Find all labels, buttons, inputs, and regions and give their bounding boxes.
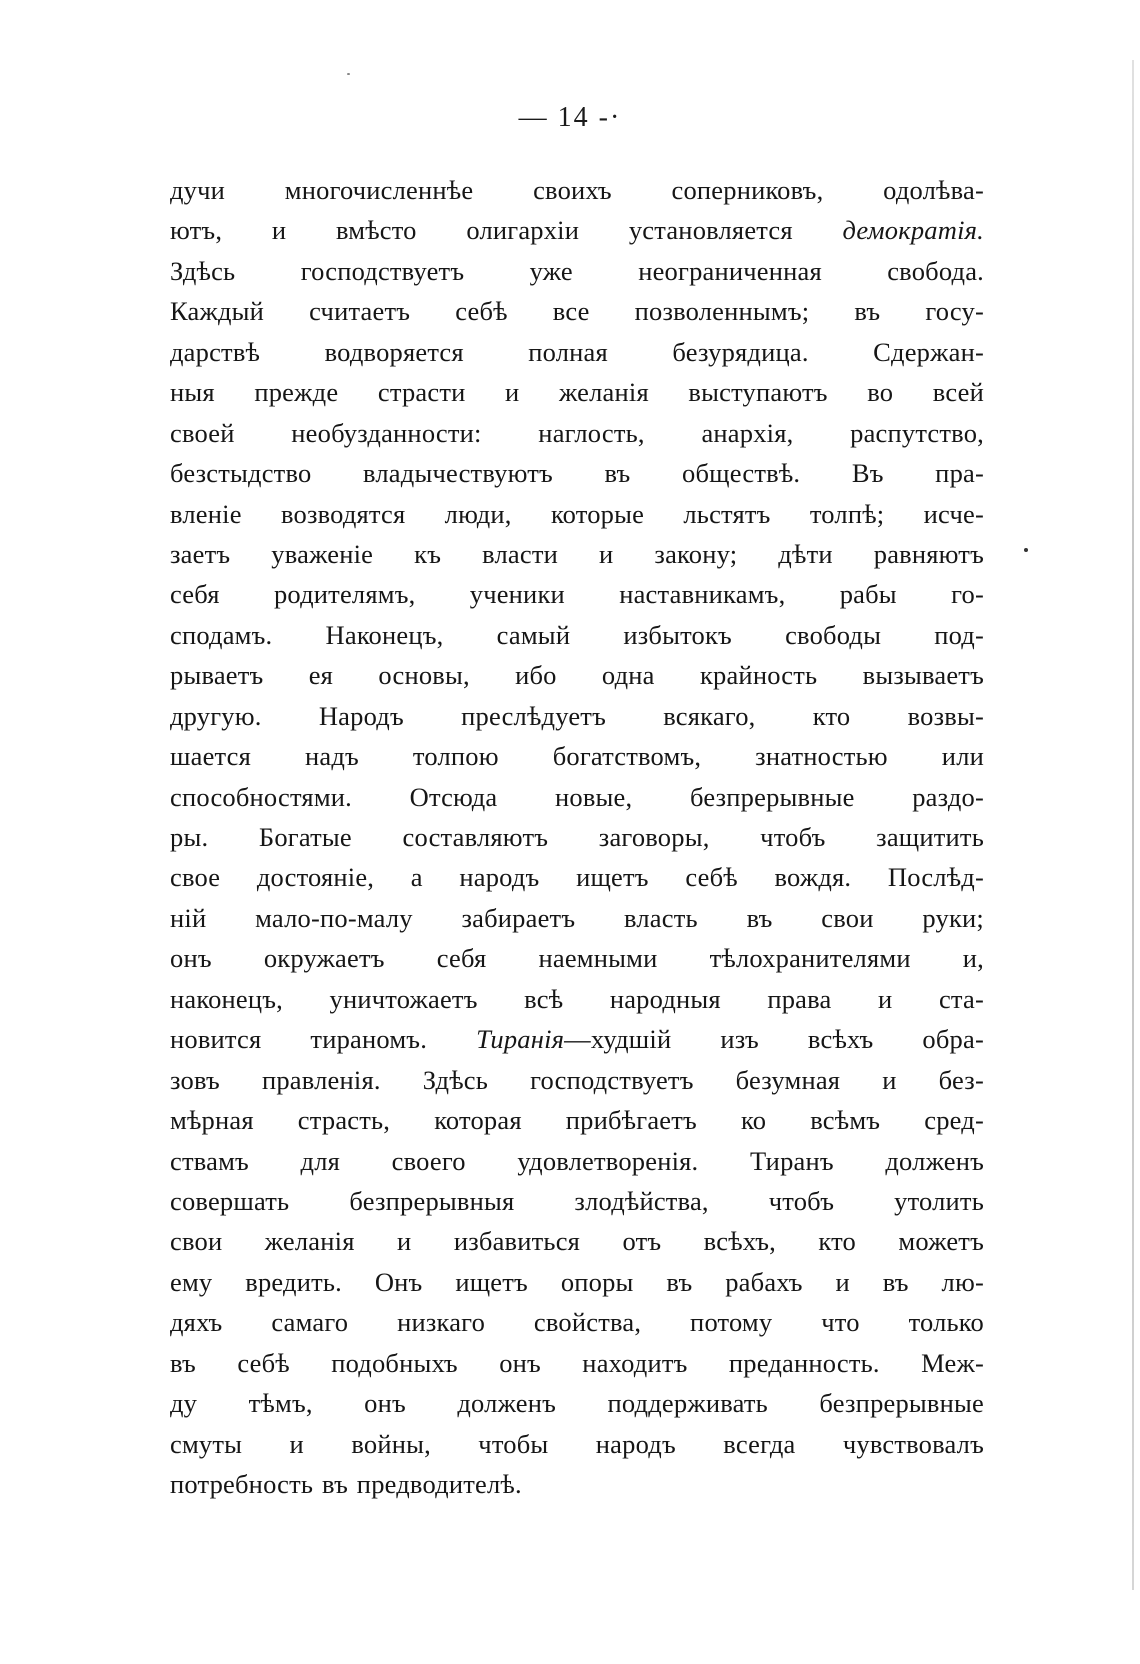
text-line-2-main: ютъ, и вмѣсто олигархіи установляется [170,215,843,246]
text-line-25: ствамъ для своего удовлетворенія. Тиранъ долженъ [170,1145,984,1176]
text-line-22-main: новится тираномъ. [170,1024,477,1055]
text-line-17: ры. Богатые составляютъ заговоры, чтобъ защитить [170,822,984,852]
scan-speck [347,73,350,75]
body-text [170,170,984,1504]
text-line-12: сподамъ. Наконецъ, самый избытокъ свободы под- [170,619,984,650]
text-line-4: Каждый считаетъ себѣ все позволеннымъ; въ госу- [170,296,984,327]
text-line-22-rest: —худшій изъ всѣхъ обра- [564,1024,984,1055]
text-line-5: дарствѣ водворяется полная безурядица. Сдержан- [170,336,984,367]
text-line-14: другую. Народъ преслѣдуетъ всякаго, кто возвы- [170,700,984,731]
text-line-24: мѣрная страсть, которая прибѣгаетъ ко всѣмъ сред- [170,1105,984,1136]
text-line-19: ній мало-по-малу забираетъ власть въ свои руки; [170,902,984,933]
text-line-13: рываетъ ея основы, ибо одна крайность вызываетъ [170,660,984,691]
italic-term-democracy: демократія. [842,215,984,246]
text-line-7: своей необузданности: наглость, анархія, распутство, [170,417,984,448]
page-number: — 14 -· [518,102,622,133]
italic-term-tyranny: Тиранія [476,1024,565,1055]
text-line-27: свои желанія и избавиться отъ всѣхъ, кто можетъ [170,1226,984,1257]
text-line-15: шается надъ толпою богатствомъ, знатностью или [170,741,984,772]
text-line-31: ду тѣмъ, онъ долженъ поддерживать безпрерывные [170,1388,984,1419]
text-line-9: вленіе возводятся люди, которые льстятъ толпѣ; исче- [170,498,984,529]
text-line-21: наконецъ, уничтожаетъ всѣ народныя права и ста- [170,983,984,1014]
text-line-32: смуты и войны, чтобы народъ всегда чувствовалъ [170,1428,984,1459]
text-line-29: дяхъ самаго низкаго свойства, потому что только [170,1307,984,1338]
text-line-1: дучи многочисленнѣе своихъ соперниковъ, одолѣва- [170,175,984,205]
text-line-33: потребность въ предводителѣ. [170,1469,522,1499]
text-line-2 [170,210,984,250]
text-line-22 [170,1019,984,1059]
text-line-18: свое достояніе, а народъ ищетъ себѣ вождя. Послѣд- [170,862,984,893]
text-line-8: безстыдство владычествуютъ въ обществѣ. Въ пра- [170,458,984,489]
text-line-28: ему вредить. Онъ ищетъ опоры въ рабахъ и въ лю- [170,1266,984,1297]
text-line-20: онъ окружаетъ себя наемными тѣлохранителями и, [170,943,984,974]
text-line-6: ныя прежде страсти и желанія выступаютъ во всей [170,377,984,408]
scan-speck [1024,548,1028,552]
text-line-26: совершать безпрерывныя злодѣйства, чтобъ утолить [170,1185,984,1216]
text-line-3: Здѣсь господствуетъ уже неограниченная свобода. [170,255,984,286]
text-line-30: въ себѣ подобныхъ онъ находитъ преданность. Меж- [170,1347,984,1378]
text-line-11: себя родителямъ, ученики наставникамъ, рабы го- [170,579,984,610]
scan-edge-shadow [1132,60,1134,1590]
text-line-16: способностями. Отсюда новые, безпрерывные раздо- [170,781,984,812]
text-line-23: зовъ правленія. Здѣсь господствуетъ безумная и без- [170,1064,984,1095]
text-line-10: заетъ уваженіе къ власти и закону; дѣти равняютъ [170,538,984,569]
